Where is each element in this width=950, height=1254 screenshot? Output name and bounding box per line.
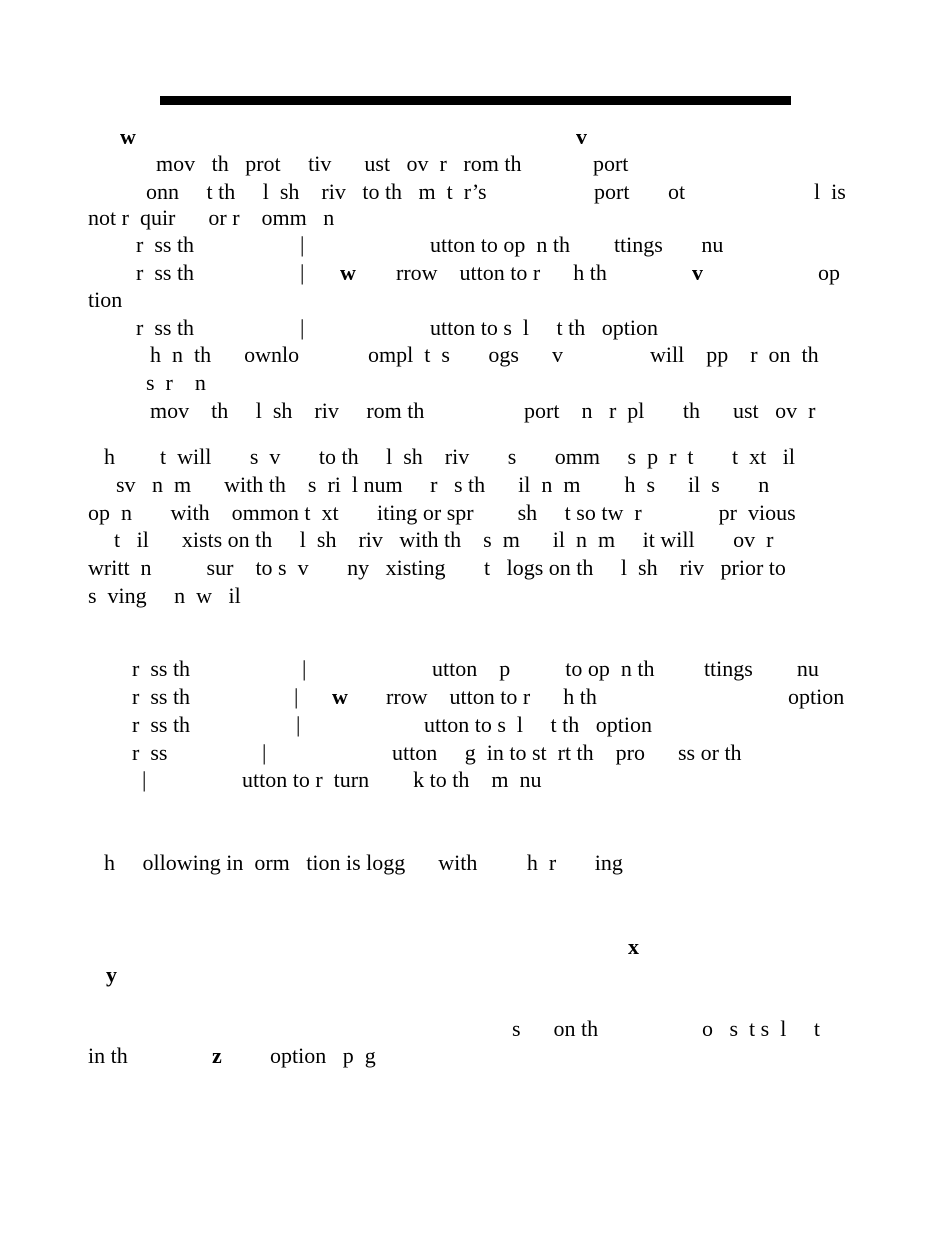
menu-step-5-text: utton to r turn k to th m nu [242, 767, 542, 792]
step-line-2-port: port [594, 179, 630, 204]
footer-line-c: in th [88, 1043, 128, 1068]
step-line-7-sep: | [300, 315, 305, 340]
step-line-5-sep: | [300, 260, 305, 285]
menu-step-2-end: option [788, 684, 845, 709]
menu-step-3-sep: | [296, 712, 301, 737]
step-line-2-ot: ot [668, 179, 686, 204]
header-right-fragment: v [576, 124, 587, 149]
menu-step-3-text: utton to s l t th option [424, 712, 652, 737]
save-line-1-start: h [104, 444, 115, 469]
menu-step-1-text: utton p to op n th ttings nu [432, 656, 819, 681]
save-line-6: s ving n w il [88, 583, 241, 608]
menu-step-2-bold-w: w [332, 684, 348, 709]
menu-step-4: r ss [132, 740, 168, 765]
step-line-5-bold-w: w [340, 260, 356, 285]
step-line-1: mov th prot tiv ust ov r rom th port [156, 151, 629, 176]
menu-step-2-sep: | [294, 684, 299, 709]
menu-step-2: r ss th [132, 684, 191, 709]
header-left-fragment: w [120, 124, 136, 149]
save-line-2: sv n m with th s ri l num r s th il n m h s il s n [116, 472, 770, 497]
step-line-9: s r n [146, 370, 206, 395]
step-line-8-mid: ompl t s ogs v [368, 342, 563, 367]
step-line-3: not r quir or r omm n [88, 205, 335, 230]
footer-y-marker: y [106, 962, 117, 987]
step-line-4: r ss th [136, 232, 195, 257]
save-line-4: t il xists on th l sh riv with th s m il n m it will ov r [114, 527, 774, 552]
step-line-7: r ss th [136, 315, 195, 340]
step-line-7-text: utton to s l t th option [430, 315, 658, 340]
logging-line: h ollowing in orm tion is logg with h r ing [104, 850, 623, 875]
save-line-5: writt n sur to s v ny xisting t logs on th l sh riv prior to [88, 555, 786, 580]
step-line-5: r ss th [136, 260, 195, 285]
menu-step-1-sep: | [302, 656, 307, 681]
footer-z-marker: z [212, 1043, 222, 1068]
menu-step-4-text: utton g in to st rt th pro ss or th [392, 740, 742, 765]
menu-step-4-sep: | [262, 740, 267, 765]
step-line-10-end: port n r pl th ust ov r [524, 398, 816, 423]
menu-step-3: r ss th [132, 712, 191, 737]
header-rule [160, 96, 791, 105]
step-line-2: onn t th l sh riv to th m t r’s [146, 179, 487, 204]
menu-step-1: r ss th [132, 656, 191, 681]
step-line-2-end: l is [814, 179, 846, 204]
step-line-8-end: will pp r on th [650, 342, 819, 367]
step-line-5-end: op [818, 260, 840, 285]
save-line-3: op n with ommon t xt iting or spr sh t so tw r pr vious [88, 500, 796, 525]
step-line-5-text: rrow utton to r h th [396, 260, 607, 285]
step-line-4-text: utton to op n th ttings nu [430, 232, 724, 257]
step-line-8: h n th ownlo [150, 342, 300, 367]
menu-step-2-text: rrow utton to r h th [386, 684, 597, 709]
footer-line-a: s on th [512, 1016, 599, 1041]
footer-x-marker: x [628, 934, 639, 959]
step-line-4-sep: | [300, 232, 305, 257]
step-line-5-bold-v: v [692, 260, 703, 285]
menu-step-5-sep: | [142, 767, 147, 792]
footer-line-b: o s t s l t [702, 1016, 820, 1041]
save-line-1: t will s v to th l sh riv s omm s p r t t xt il [160, 444, 795, 469]
footer-line-d: option p g [270, 1043, 376, 1068]
step-line-10: mov th l sh riv rom th [150, 398, 425, 423]
step-line-6: tion [88, 287, 123, 312]
